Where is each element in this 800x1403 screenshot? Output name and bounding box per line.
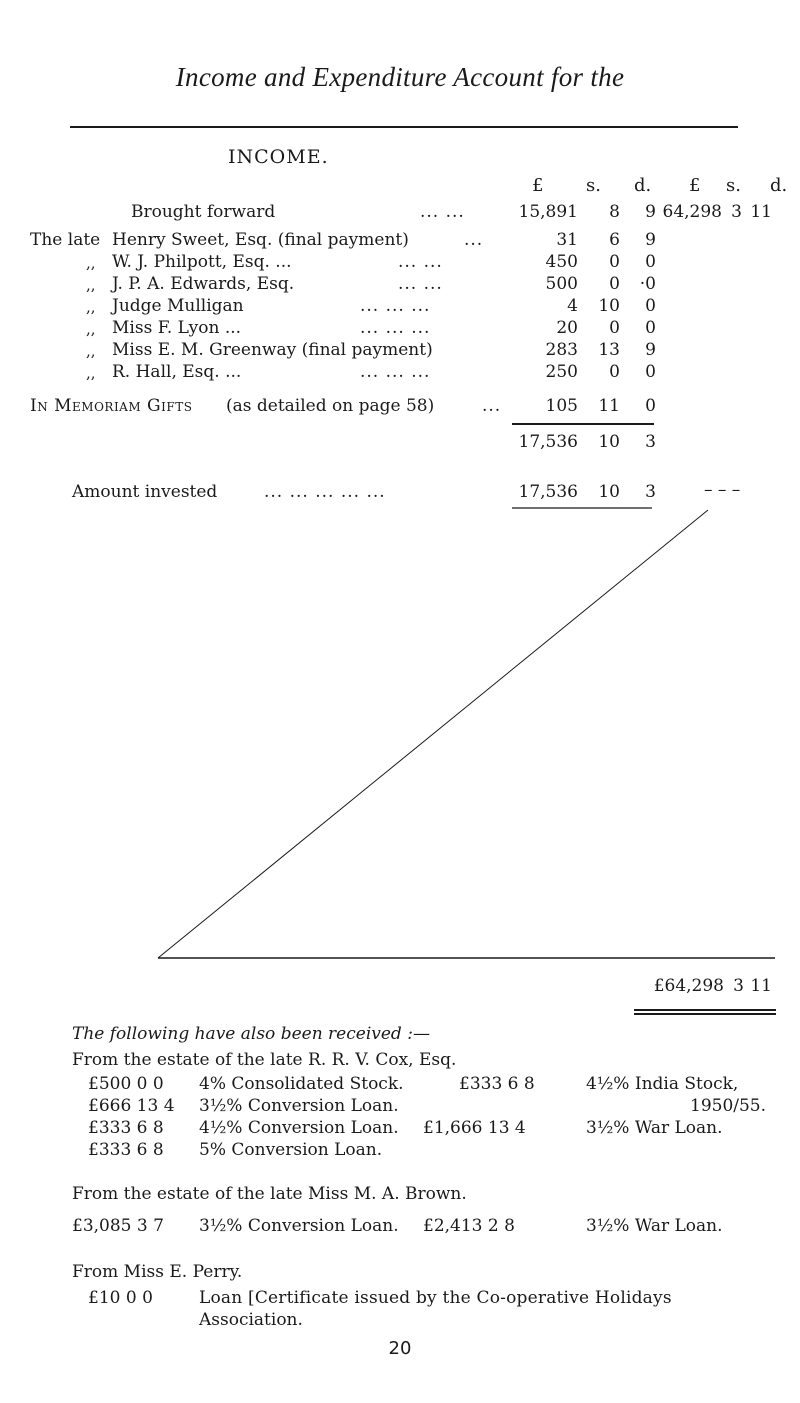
brought-forward-pence: 9 <box>645 202 656 222</box>
brought-forward-shillings: 8 <box>609 202 620 222</box>
donor-name: Judge Mulligan <box>112 296 244 316</box>
donor-shillings: 0 <box>609 252 620 272</box>
donor-leader: ... ... ... <box>360 318 431 338</box>
brought-forward-total-pounds: 64,298 <box>662 202 722 222</box>
holding-description-2: 3½% War Loan. <box>586 1118 723 1138</box>
in-memoriam-label: In Memoriam Gifts <box>30 396 193 416</box>
donor-name: Miss E. M. Greenway (final payment) <box>112 340 433 360</box>
holding-amount: £333 6 8 <box>88 1118 164 1138</box>
holding-description-2: 4½% India Stock, <box>586 1074 739 1094</box>
donor-pounds: 283 <box>545 340 578 360</box>
donor-shillings: 13 <box>598 340 620 360</box>
donor-shillings: 0 <box>609 274 620 294</box>
holding-description-2: 1950/55. <box>690 1096 767 1116</box>
donor-prefix: ,, <box>86 254 96 272</box>
col-header-total-pence: d. <box>770 175 788 196</box>
donor-shillings: 0 <box>609 362 620 382</box>
donor-name: W. J. Philpott, Esq. ... <box>112 252 292 272</box>
in-memoriam-pounds: 105 <box>545 396 578 416</box>
donor-pence: 0 <box>645 362 656 382</box>
donor-prefix: ,, <box>86 276 96 294</box>
donor-prefix: ,, <box>86 298 96 316</box>
holding-description: 4% Consolidated Stock. <box>199 1074 404 1094</box>
subtotal-pounds: 17,536 <box>518 432 578 452</box>
page-number: 20 <box>388 1338 412 1359</box>
donor-pounds: 31 <box>556 230 578 250</box>
donor-leader: ... ... ... <box>360 296 431 316</box>
donor-shillings: 6 <box>609 230 620 250</box>
donor-leader: ... <box>464 230 484 250</box>
in-memoriam-leader: ... <box>482 396 502 416</box>
grand-total-shillings: 3 <box>733 976 744 996</box>
donor-name: J. P. A. Edwards, Esq. <box>112 274 295 294</box>
holding-amount-2: £2,413 2 8 <box>423 1216 515 1236</box>
donor-name: Miss F. Lyon ... <box>112 318 242 338</box>
donor-leader: ... ... <box>398 252 443 272</box>
subtotal-pence: 3 <box>645 432 656 452</box>
donor-pounds: 20 <box>556 318 578 338</box>
brought-forward-label: Brought forward <box>131 202 276 222</box>
holding-description: 3½% Conversion Loan. <box>199 1096 399 1116</box>
donor-leader: ... ... <box>398 274 443 294</box>
holding-description-2: 3½% War Loan. <box>586 1216 723 1236</box>
brought-forward-pounds: 15,891 <box>518 202 578 222</box>
col-header-pence: d. <box>634 175 652 196</box>
cancellation-diagonal <box>158 510 708 958</box>
amount-invested-leader: ... ... ... ... ... <box>264 482 386 502</box>
estate-heading: From Miss E. Perry. <box>72 1262 243 1282</box>
in-memoriam-shillings: 11 <box>598 396 620 416</box>
donor-pounds: 450 <box>545 252 578 272</box>
page-title: Income and Expenditure Account for the <box>175 62 625 92</box>
donor-shillings: 0 <box>609 318 620 338</box>
donor-leader: ... ... ... <box>360 362 431 382</box>
amount-invested-pence: 3 <box>645 482 656 502</box>
brought-forward-total-shillings: 3 <box>731 202 742 222</box>
donor-prefix: The late <box>30 230 101 250</box>
holding-amount: £666 13 4 <box>88 1096 175 1116</box>
donor-prefix: ,, <box>86 364 96 382</box>
donor-pence: 0 <box>645 252 656 272</box>
donor-pence: 0 <box>645 296 656 316</box>
holding-amount: £500 0 0 <box>88 1074 164 1094</box>
donor-shillings: 10 <box>598 296 620 316</box>
also-received-intro: The following have also been received :— <box>72 1024 430 1044</box>
amount-invested-label: Amount invested <box>72 482 218 502</box>
holding-description: 5% Conversion Loan. <box>199 1140 383 1160</box>
donor-pence: 9 <box>645 340 656 360</box>
income-heading: INCOME. <box>228 146 329 168</box>
donor-pounds: 250 <box>545 362 578 382</box>
subtotal-shillings: 10 <box>598 432 620 452</box>
donor-pounds: 500 <box>545 274 578 294</box>
holding-description: 3½% Conversion Loan. <box>199 1216 399 1236</box>
col-header-pounds: £ <box>532 175 544 196</box>
amount-invested-dashes: – – – <box>704 480 741 500</box>
holding-amount: £10 0 0 <box>88 1288 153 1308</box>
holding-description: 4½% Conversion Loan. <box>199 1118 399 1138</box>
holding-amount-2: £333 6 8 <box>459 1074 535 1094</box>
holding-amount: £333 6 8 <box>88 1140 164 1160</box>
grand-total-pounds: £64,298 <box>653 976 724 996</box>
brought-forward-total-pence: 11 <box>750 202 772 222</box>
in-memoriam-pence: 0 <box>645 396 656 416</box>
donor-pence: 9 <box>645 230 656 250</box>
donor-name: Henry Sweet, Esq. (final payment) <box>112 230 409 250</box>
col-header-total-shillings: s. <box>726 175 741 196</box>
estate-heading: From the estate of the late Miss M. A. Brown. <box>72 1184 467 1204</box>
donor-pence: 0 <box>645 318 656 338</box>
in-memoriam-label-rest: (as detailed on page 58) <box>226 396 435 416</box>
donor-pence: ·0 <box>639 274 656 294</box>
brought-forward-leader: ... ... <box>420 202 465 222</box>
holding-description-2: Association. <box>199 1310 303 1330</box>
donor-name: R. Hall, Esq. ... <box>112 362 242 382</box>
donor-pounds: 4 <box>567 296 578 316</box>
holding-amount: £3,085 3 7 <box>72 1216 164 1236</box>
col-header-shillings: s. <box>586 175 601 196</box>
donor-prefix: ,, <box>86 320 96 338</box>
estate-heading: From the estate of the late R. R. V. Cox, Esq. <box>72 1050 457 1070</box>
donor-prefix: ,, <box>86 342 96 360</box>
holding-description: Loan [Certificate issued by the Co-operative Holidays <box>199 1288 672 1308</box>
col-header-total-pounds: £ <box>689 175 701 196</box>
holding-amount-2: £1,666 13 4 <box>423 1118 526 1138</box>
amount-invested-pounds: 17,536 <box>518 482 578 502</box>
grand-total-pence: 11 <box>750 976 772 996</box>
amount-invested-shillings: 10 <box>598 482 620 502</box>
